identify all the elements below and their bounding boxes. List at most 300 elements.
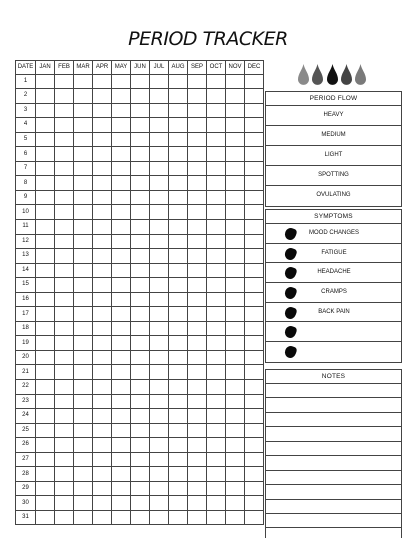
- tracker-cell[interactable]: [55, 147, 74, 162]
- tracker-cell[interactable]: [74, 278, 93, 293]
- tracker-cell[interactable]: [74, 452, 93, 467]
- tracker-cell[interactable]: [93, 74, 112, 89]
- tracker-cell[interactable]: [226, 423, 245, 438]
- tracker-cell[interactable]: [207, 74, 226, 89]
- tracker-cell[interactable]: [74, 263, 93, 278]
- tracker-cell[interactable]: [74, 321, 93, 336]
- tracker-cell[interactable]: [226, 89, 245, 104]
- tracker-cell[interactable]: [112, 438, 131, 453]
- tracker-cell[interactable]: [150, 132, 169, 147]
- tracker-cell[interactable]: [245, 365, 264, 380]
- tracker-cell[interactable]: [131, 219, 150, 234]
- tracker-cell[interactable]: [245, 423, 264, 438]
- checkbox-dot-icon[interactable]: [283, 286, 297, 301]
- tracker-cell[interactable]: [150, 161, 169, 176]
- tracker-cell[interactable]: [245, 496, 264, 511]
- tracker-cell[interactable]: [207, 190, 226, 205]
- tracker-cell[interactable]: [74, 394, 93, 409]
- tracker-cell[interactable]: [207, 132, 226, 147]
- tracker-cell[interactable]: [226, 205, 245, 220]
- tracker-cell[interactable]: [188, 292, 207, 307]
- tracker-cell[interactable]: [112, 423, 131, 438]
- tracker-cell[interactable]: [93, 118, 112, 133]
- tracker-cell[interactable]: [226, 365, 245, 380]
- tracker-cell[interactable]: [207, 307, 226, 322]
- tracker-cell[interactable]: [74, 132, 93, 147]
- tracker-cell[interactable]: [169, 132, 188, 147]
- tracker-cell[interactable]: [169, 147, 188, 162]
- tracker-cell[interactable]: [150, 307, 169, 322]
- tracker-cell[interactable]: [150, 249, 169, 264]
- tracker-cell[interactable]: [55, 496, 74, 511]
- tracker-cell[interactable]: [55, 118, 74, 133]
- tracker-cell[interactable]: [74, 147, 93, 162]
- tracker-cell[interactable]: [55, 467, 74, 482]
- tracker-cell[interactable]: [245, 249, 264, 264]
- tracker-cell[interactable]: [245, 176, 264, 191]
- checkbox-dot-icon[interactable]: [283, 345, 297, 360]
- tracker-cell[interactable]: [74, 103, 93, 118]
- tracker-cell[interactable]: [36, 103, 55, 118]
- tracker-cell[interactable]: [36, 409, 55, 424]
- tracker-cell[interactable]: [131, 132, 150, 147]
- tracker-cell[interactable]: [169, 249, 188, 264]
- tracker-cell[interactable]: [93, 89, 112, 104]
- tracker-cell[interactable]: [93, 321, 112, 336]
- tracker-cell[interactable]: [169, 336, 188, 351]
- tracker-cell[interactable]: [226, 132, 245, 147]
- tracker-cell[interactable]: [93, 205, 112, 220]
- tracker-cell[interactable]: [207, 147, 226, 162]
- tracker-cell[interactable]: [188, 496, 207, 511]
- tracker-cell[interactable]: [112, 510, 131, 525]
- tracker-cell[interactable]: [245, 234, 264, 249]
- tracker-cell[interactable]: [131, 481, 150, 496]
- tracker-cell[interactable]: [74, 336, 93, 351]
- tracker-cell[interactable]: [226, 438, 245, 453]
- tracker-cell[interactable]: [93, 278, 112, 293]
- tracker-cell[interactable]: [93, 147, 112, 162]
- tracker-cell[interactable]: [207, 321, 226, 336]
- tracker-cell[interactable]: [112, 467, 131, 482]
- tracker-cell[interactable]: [112, 249, 131, 264]
- tracker-cell[interactable]: [188, 321, 207, 336]
- tracker-cell[interactable]: [131, 321, 150, 336]
- tracker-cell[interactable]: [131, 205, 150, 220]
- tracker-cell[interactable]: [150, 176, 169, 191]
- tracker-cell[interactable]: [93, 394, 112, 409]
- tracker-cell[interactable]: [169, 321, 188, 336]
- tracker-cell[interactable]: [188, 74, 207, 89]
- tracker-cell[interactable]: [112, 74, 131, 89]
- tracker-cell[interactable]: [226, 481, 245, 496]
- tracker-cell[interactable]: [131, 74, 150, 89]
- tracker-cell[interactable]: [112, 452, 131, 467]
- tracker-cell[interactable]: [36, 336, 55, 351]
- tracker-cell[interactable]: [245, 307, 264, 322]
- tracker-cell[interactable]: [93, 307, 112, 322]
- tracker-cell[interactable]: [36, 89, 55, 104]
- tracker-cell[interactable]: [36, 307, 55, 322]
- tracker-cell[interactable]: [36, 132, 55, 147]
- tracker-cell[interactable]: [226, 409, 245, 424]
- tracker-cell[interactable]: [245, 132, 264, 147]
- tracker-cell[interactable]: [55, 278, 74, 293]
- tracker-cell[interactable]: [169, 74, 188, 89]
- tracker-cell[interactable]: [245, 292, 264, 307]
- tracker-cell[interactable]: [188, 263, 207, 278]
- tracker-cell[interactable]: [55, 219, 74, 234]
- tracker-cell[interactable]: [226, 161, 245, 176]
- tracker-cell[interactable]: [226, 176, 245, 191]
- tracker-cell[interactable]: [36, 394, 55, 409]
- tracker-cell[interactable]: [131, 147, 150, 162]
- tracker-cell[interactable]: [188, 147, 207, 162]
- tracker-cell[interactable]: [226, 249, 245, 264]
- tracker-cell[interactable]: [169, 481, 188, 496]
- tracker-cell[interactable]: [245, 205, 264, 220]
- tracker-cell[interactable]: [150, 452, 169, 467]
- tracker-cell[interactable]: [131, 234, 150, 249]
- tracker-cell[interactable]: [36, 350, 55, 365]
- tracker-cell[interactable]: [169, 263, 188, 278]
- tracker-cell[interactable]: [55, 89, 74, 104]
- tracker-cell[interactable]: [150, 409, 169, 424]
- tracker-cell[interactable]: [226, 452, 245, 467]
- tracker-cell[interactable]: [207, 423, 226, 438]
- tracker-cell[interactable]: [188, 481, 207, 496]
- tracker-cell[interactable]: [207, 176, 226, 191]
- tracker-cell[interactable]: [36, 423, 55, 438]
- tracker-cell[interactable]: [188, 467, 207, 482]
- tracker-cell[interactable]: [74, 510, 93, 525]
- tracker-cell[interactable]: [169, 350, 188, 365]
- tracker-cell[interactable]: [93, 496, 112, 511]
- tracker-cell[interactable]: [169, 394, 188, 409]
- tracker-cell[interactable]: [207, 467, 226, 482]
- tracker-cell[interactable]: [131, 176, 150, 191]
- tracker-cell[interactable]: [74, 438, 93, 453]
- tracker-cell[interactable]: [226, 147, 245, 162]
- tracker-cell[interactable]: [55, 394, 74, 409]
- tracker-cell[interactable]: [112, 321, 131, 336]
- tracker-cell[interactable]: [131, 161, 150, 176]
- tracker-cell[interactable]: [150, 103, 169, 118]
- tracker-cell[interactable]: [245, 278, 264, 293]
- tracker-cell[interactable]: [169, 379, 188, 394]
- tracker-cell[interactable]: [93, 292, 112, 307]
- tracker-cell[interactable]: [226, 394, 245, 409]
- tracker-cell[interactable]: [169, 452, 188, 467]
- tracker-cell[interactable]: [226, 263, 245, 278]
- tracker-cell[interactable]: [74, 350, 93, 365]
- tracker-cell[interactable]: [74, 307, 93, 322]
- tracker-cell[interactable]: [188, 423, 207, 438]
- tracker-cell[interactable]: [188, 438, 207, 453]
- tracker-cell[interactable]: [93, 219, 112, 234]
- tracker-cell[interactable]: [36, 481, 55, 496]
- tracker-cell[interactable]: [245, 379, 264, 394]
- tracker-cell[interactable]: [36, 379, 55, 394]
- tracker-cell[interactable]: [150, 278, 169, 293]
- note-line[interactable]: [266, 485, 401, 499]
- tracker-cell[interactable]: [226, 103, 245, 118]
- tracker-cell[interactable]: [188, 365, 207, 380]
- tracker-cell[interactable]: [55, 292, 74, 307]
- tracker-cell[interactable]: [55, 510, 74, 525]
- tracker-cell[interactable]: [74, 423, 93, 438]
- tracker-cell[interactable]: [207, 263, 226, 278]
- checkbox-dot-icon[interactable]: [283, 325, 297, 340]
- tracker-cell[interactable]: [131, 249, 150, 264]
- tracker-cell[interactable]: [245, 510, 264, 525]
- tracker-cell[interactable]: [226, 336, 245, 351]
- tracker-cell[interactable]: [74, 118, 93, 133]
- tracker-cell[interactable]: [207, 365, 226, 380]
- tracker-cell[interactable]: [55, 176, 74, 191]
- tracker-cell[interactable]: [93, 423, 112, 438]
- tracker-cell[interactable]: [55, 249, 74, 264]
- tracker-cell[interactable]: [74, 74, 93, 89]
- tracker-cell[interactable]: [245, 147, 264, 162]
- tracker-cell[interactable]: [55, 321, 74, 336]
- tracker-cell[interactable]: [169, 205, 188, 220]
- tracker-cell[interactable]: [112, 234, 131, 249]
- tracker-cell[interactable]: [188, 132, 207, 147]
- tracker-cell[interactable]: [112, 292, 131, 307]
- note-line[interactable]: [266, 398, 401, 412]
- note-line[interactable]: [266, 500, 401, 514]
- tracker-cell[interactable]: [36, 263, 55, 278]
- tracker-cell[interactable]: [150, 234, 169, 249]
- tracker-cell[interactable]: [36, 510, 55, 525]
- tracker-cell[interactable]: [207, 510, 226, 525]
- tracker-cell[interactable]: [131, 350, 150, 365]
- tracker-cell[interactable]: [150, 438, 169, 453]
- tracker-cell[interactable]: [188, 409, 207, 424]
- tracker-cell[interactable]: [207, 394, 226, 409]
- tracker-cell[interactable]: [112, 481, 131, 496]
- tracker-cell[interactable]: [150, 350, 169, 365]
- checkbox-dot-icon[interactable]: [283, 305, 297, 320]
- tracker-cell[interactable]: [93, 379, 112, 394]
- tracker-cell[interactable]: [36, 321, 55, 336]
- tracker-cell[interactable]: [207, 249, 226, 264]
- tracker-cell[interactable]: [131, 423, 150, 438]
- note-line[interactable]: [266, 471, 401, 485]
- tracker-cell[interactable]: [207, 118, 226, 133]
- tracker-cell[interactable]: [169, 219, 188, 234]
- tracker-cell[interactable]: [150, 423, 169, 438]
- tracker-cell[interactable]: [112, 161, 131, 176]
- tracker-cell[interactable]: [112, 278, 131, 293]
- tracker-cell[interactable]: [188, 190, 207, 205]
- note-line[interactable]: [266, 427, 401, 441]
- tracker-cell[interactable]: [150, 321, 169, 336]
- tracker-cell[interactable]: [188, 379, 207, 394]
- tracker-cell[interactable]: [207, 161, 226, 176]
- tracker-cell[interactable]: [188, 278, 207, 293]
- tracker-cell[interactable]: [207, 205, 226, 220]
- tracker-cell[interactable]: [226, 510, 245, 525]
- tracker-cell[interactable]: [150, 481, 169, 496]
- tracker-cell[interactable]: [150, 510, 169, 525]
- tracker-cell[interactable]: [36, 176, 55, 191]
- tracker-cell[interactable]: [169, 307, 188, 322]
- tracker-cell[interactable]: [74, 379, 93, 394]
- tracker-cell[interactable]: [74, 190, 93, 205]
- tracker-cell[interactable]: [93, 249, 112, 264]
- tracker-cell[interactable]: [55, 161, 74, 176]
- tracker-cell[interactable]: [131, 263, 150, 278]
- tracker-cell[interactable]: [150, 292, 169, 307]
- tracker-cell[interactable]: [245, 219, 264, 234]
- tracker-cell[interactable]: [169, 510, 188, 525]
- tracker-cell[interactable]: [169, 438, 188, 453]
- tracker-cell[interactable]: [150, 394, 169, 409]
- tracker-cell[interactable]: [226, 219, 245, 234]
- tracker-cell[interactable]: [207, 379, 226, 394]
- tracker-cell[interactable]: [55, 336, 74, 351]
- tracker-cell[interactable]: [74, 365, 93, 380]
- tracker-cell[interactable]: [207, 89, 226, 104]
- tracker-cell[interactable]: [188, 249, 207, 264]
- tracker-cell[interactable]: [112, 190, 131, 205]
- tracker-cell[interactable]: [207, 350, 226, 365]
- tracker-cell[interactable]: [74, 249, 93, 264]
- tracker-cell[interactable]: [207, 336, 226, 351]
- tracker-cell[interactable]: [93, 467, 112, 482]
- tracker-cell[interactable]: [55, 205, 74, 220]
- tracker-cell[interactable]: [93, 350, 112, 365]
- tracker-cell[interactable]: [74, 496, 93, 511]
- tracker-cell[interactable]: [93, 190, 112, 205]
- tracker-cell[interactable]: [131, 438, 150, 453]
- tracker-cell[interactable]: [112, 350, 131, 365]
- tracker-cell[interactable]: [188, 234, 207, 249]
- tracker-cell[interactable]: [112, 496, 131, 511]
- tracker-cell[interactable]: [93, 409, 112, 424]
- tracker-cell[interactable]: [36, 234, 55, 249]
- tracker-cell[interactable]: [131, 278, 150, 293]
- tracker-cell[interactable]: [112, 336, 131, 351]
- tracker-cell[interactable]: [131, 307, 150, 322]
- tracker-cell[interactable]: [169, 423, 188, 438]
- tracker-cell[interactable]: [226, 278, 245, 293]
- tracker-cell[interactable]: [74, 205, 93, 220]
- tracker-cell[interactable]: [226, 118, 245, 133]
- tracker-cell[interactable]: [93, 438, 112, 453]
- tracker-cell[interactable]: [188, 394, 207, 409]
- tracker-cell[interactable]: [74, 219, 93, 234]
- tracker-cell[interactable]: [188, 336, 207, 351]
- note-line[interactable]: [266, 384, 401, 398]
- tracker-cell[interactable]: [131, 190, 150, 205]
- tracker-cell[interactable]: [188, 510, 207, 525]
- tracker-cell[interactable]: [36, 438, 55, 453]
- tracker-cell[interactable]: [188, 452, 207, 467]
- tracker-cell[interactable]: [93, 336, 112, 351]
- tracker-cell[interactable]: [36, 249, 55, 264]
- tracker-cell[interactable]: [207, 496, 226, 511]
- tracker-cell[interactable]: [55, 423, 74, 438]
- tracker-cell[interactable]: [207, 292, 226, 307]
- tracker-cell[interactable]: [93, 510, 112, 525]
- tracker-cell[interactable]: [131, 336, 150, 351]
- tracker-cell[interactable]: [36, 292, 55, 307]
- tracker-cell[interactable]: [169, 365, 188, 380]
- tracker-cell[interactable]: [169, 409, 188, 424]
- tracker-cell[interactable]: [150, 190, 169, 205]
- tracker-cell[interactable]: [169, 118, 188, 133]
- tracker-cell[interactable]: [226, 467, 245, 482]
- tracker-cell[interactable]: [112, 132, 131, 147]
- tracker-cell[interactable]: [245, 161, 264, 176]
- tracker-cell[interactable]: [112, 307, 131, 322]
- tracker-cell[interactable]: [55, 234, 74, 249]
- tracker-cell[interactable]: [226, 234, 245, 249]
- tracker-cell[interactable]: [131, 394, 150, 409]
- tracker-cell[interactable]: [245, 263, 264, 278]
- tracker-cell[interactable]: [131, 365, 150, 380]
- tracker-cell[interactable]: [74, 176, 93, 191]
- tracker-cell[interactable]: [245, 467, 264, 482]
- tracker-cell[interactable]: [74, 481, 93, 496]
- tracker-cell[interactable]: [169, 103, 188, 118]
- tracker-cell[interactable]: [55, 379, 74, 394]
- tracker-cell[interactable]: [93, 176, 112, 191]
- tracker-cell[interactable]: [36, 219, 55, 234]
- tracker-cell[interactable]: [169, 89, 188, 104]
- tracker-cell[interactable]: [131, 510, 150, 525]
- tracker-cell[interactable]: [55, 190, 74, 205]
- tracker-cell[interactable]: [226, 74, 245, 89]
- tracker-cell[interactable]: [245, 103, 264, 118]
- tracker-cell[interactable]: [150, 118, 169, 133]
- tracker-cell[interactable]: [112, 147, 131, 162]
- tracker-cell[interactable]: [36, 452, 55, 467]
- tracker-cell[interactable]: [188, 161, 207, 176]
- tracker-cell[interactable]: [112, 379, 131, 394]
- checkbox-dot-icon[interactable]: [283, 266, 297, 281]
- tracker-cell[interactable]: [207, 234, 226, 249]
- tracker-cell[interactable]: [226, 292, 245, 307]
- tracker-cell[interactable]: [169, 190, 188, 205]
- tracker-cell[interactable]: [131, 103, 150, 118]
- tracker-cell[interactable]: [112, 205, 131, 220]
- tracker-cell[interactable]: [188, 350, 207, 365]
- checkbox-dot-icon[interactable]: [283, 226, 297, 241]
- tracker-cell[interactable]: [245, 481, 264, 496]
- tracker-cell[interactable]: [150, 74, 169, 89]
- tracker-cell[interactable]: [150, 263, 169, 278]
- tracker-cell[interactable]: [55, 307, 74, 322]
- tracker-cell[interactable]: [188, 205, 207, 220]
- tracker-cell[interactable]: [207, 409, 226, 424]
- note-line[interactable]: [266, 528, 401, 538]
- tracker-cell[interactable]: [36, 278, 55, 293]
- tracker-cell[interactable]: [55, 263, 74, 278]
- tracker-cell[interactable]: [169, 278, 188, 293]
- tracker-cell[interactable]: [245, 452, 264, 467]
- tracker-cell[interactable]: [226, 379, 245, 394]
- tracker-cell[interactable]: [55, 132, 74, 147]
- tracker-cell[interactable]: [131, 292, 150, 307]
- tracker-cell[interactable]: [188, 307, 207, 322]
- tracker-cell[interactable]: [131, 379, 150, 394]
- tracker-cell[interactable]: [226, 350, 245, 365]
- tracker-cell[interactable]: [112, 365, 131, 380]
